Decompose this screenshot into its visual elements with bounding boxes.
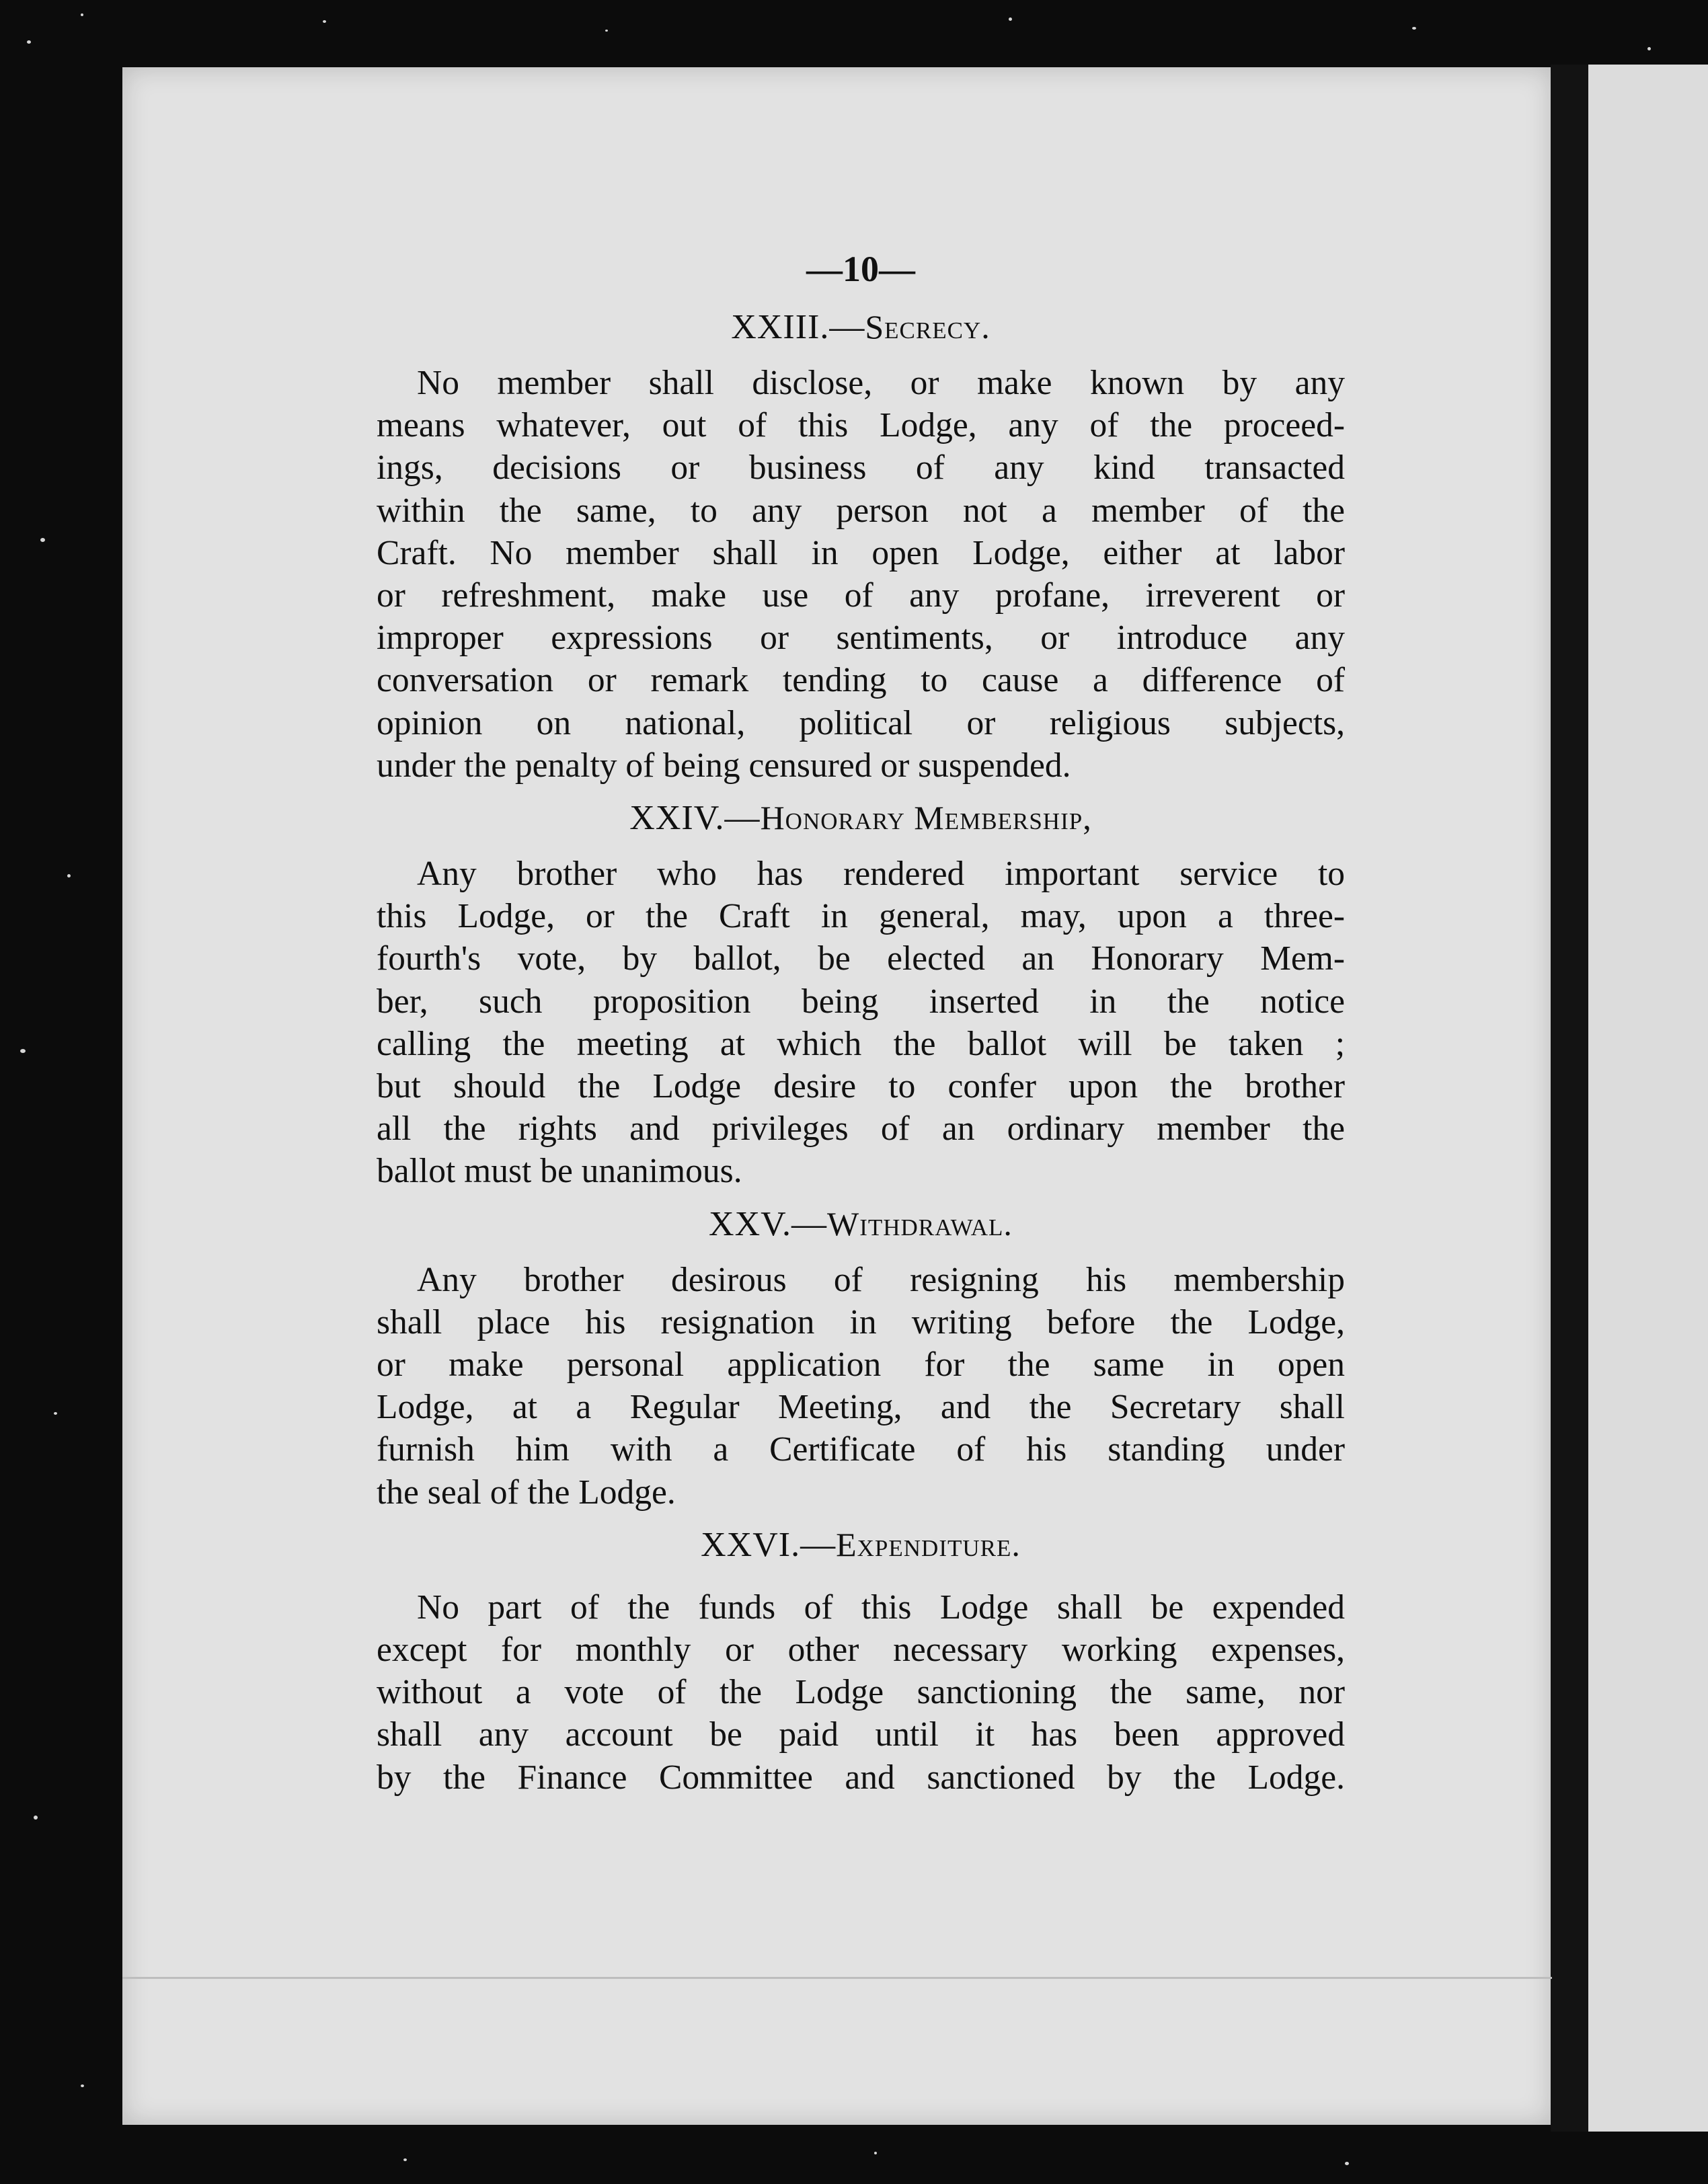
paragraph-line: fourth's vote, by ballot, be elected an Honorary Mem- bbox=[377, 939, 1345, 978]
section-title: Expenditure. bbox=[836, 1525, 1021, 1563]
page-edge-shadow bbox=[1551, 65, 1588, 2132]
paragraph-line: ber, such proposition being inserted in the notice bbox=[377, 982, 1345, 1021]
section-secrecy bbox=[377, 305, 1345, 787]
section-numeral: XXIII.— bbox=[731, 308, 865, 346]
section-honorary-membership bbox=[377, 796, 1345, 1193]
page-number: —10— bbox=[806, 249, 915, 289]
paragraph-line: calling the meeting at which the ballot will be taken ; bbox=[377, 1024, 1345, 1063]
section-withdrawal bbox=[377, 1202, 1345, 1514]
section-expenditure bbox=[377, 1523, 1345, 1799]
page-text bbox=[377, 242, 1345, 1799]
section-numeral: XXV.— bbox=[709, 1204, 828, 1243]
paragraph-line: means whatever, out of this Lodge, any of the proceed- bbox=[377, 406, 1345, 445]
section-heading bbox=[377, 305, 1345, 348]
paragraph-line: by the Finance Committee and sanctioned by the Lodge. bbox=[377, 1758, 1345, 1797]
paragraph-line: Any brother desirous of resigning his membership bbox=[417, 1260, 1345, 1299]
paragraph-line: Craft. No member shall in open Lodge, either at labor bbox=[377, 533, 1345, 572]
section-paragraph bbox=[377, 362, 1345, 787]
paragraph-line: all the rights and privileges of an ordinary member the bbox=[377, 1109, 1345, 1148]
section-paragraph bbox=[377, 1586, 1345, 1799]
paragraph-line: ings, decisions or business of any kind transacted bbox=[377, 448, 1345, 488]
section-title: Honorary Membership, bbox=[760, 799, 1092, 837]
paragraph-line: Lodge, at a Regular Meeting, and the Secretary shall bbox=[377, 1388, 1345, 1427]
paragraph-line: Any brother who has rendered important service to bbox=[417, 855, 1345, 894]
page-crease bbox=[122, 1977, 1552, 1979]
paragraph-line: the seal of the Lodge. bbox=[377, 1473, 676, 1512]
paragraph-line: opinion on national, political or religious subjects, bbox=[377, 703, 1345, 742]
paragraph-line: No member shall disclose, or make known by any bbox=[417, 364, 1345, 402]
section-heading bbox=[377, 1523, 1345, 1566]
section-heading bbox=[377, 1202, 1345, 1245]
section-heading bbox=[377, 796, 1345, 839]
paragraph-line: ballot must be unanimous. bbox=[377, 1152, 742, 1191]
paragraph-line: except for monthly or other necessary working expenses, bbox=[377, 1631, 1345, 1670]
paragraph-line: or make personal application for the same in open bbox=[377, 1346, 1345, 1384]
section-numeral: XXVI.— bbox=[701, 1525, 837, 1564]
section-numeral: XXIV.— bbox=[629, 799, 761, 838]
paragraph-line: this Lodge, or the Craft in general, may, upon a three- bbox=[377, 897, 1345, 936]
section-paragraph bbox=[377, 1259, 1345, 1514]
paragraph-line: No part of the funds of this Lodge shall be expended bbox=[417, 1588, 1345, 1627]
paragraph-line: conversation or remark tending to cause a difference of bbox=[377, 661, 1345, 700]
paragraph-line: within the same, to any person not a member of the bbox=[377, 491, 1345, 530]
paragraph-line: under the penalty of being censured or suspended. bbox=[377, 746, 1071, 785]
paragraph-line: or refreshment, make use of any profane, irreverent or bbox=[377, 576, 1345, 615]
section-paragraph bbox=[377, 853, 1345, 1193]
paragraph-line: improper expressions or sentiments, or introduce any bbox=[377, 619, 1345, 658]
facing-page-edge bbox=[1588, 65, 1708, 2132]
paragraph-line: without a vote of the Lodge sanctioning the same, nor bbox=[377, 1673, 1345, 1712]
section-title: Withdrawal. bbox=[827, 1204, 1013, 1243]
paragraph-line: shall any account be paid until it has been approved bbox=[377, 1715, 1345, 1754]
paragraph-line: shall place his resignation in writing before the Lodge, bbox=[377, 1302, 1345, 1341]
paragraph-line: but should the Lodge desire to confer upon the brother bbox=[377, 1067, 1345, 1106]
paragraph-line: furnish him with a Certificate of his standing under bbox=[377, 1430, 1345, 1469]
section-title: Secrecy. bbox=[865, 308, 991, 346]
